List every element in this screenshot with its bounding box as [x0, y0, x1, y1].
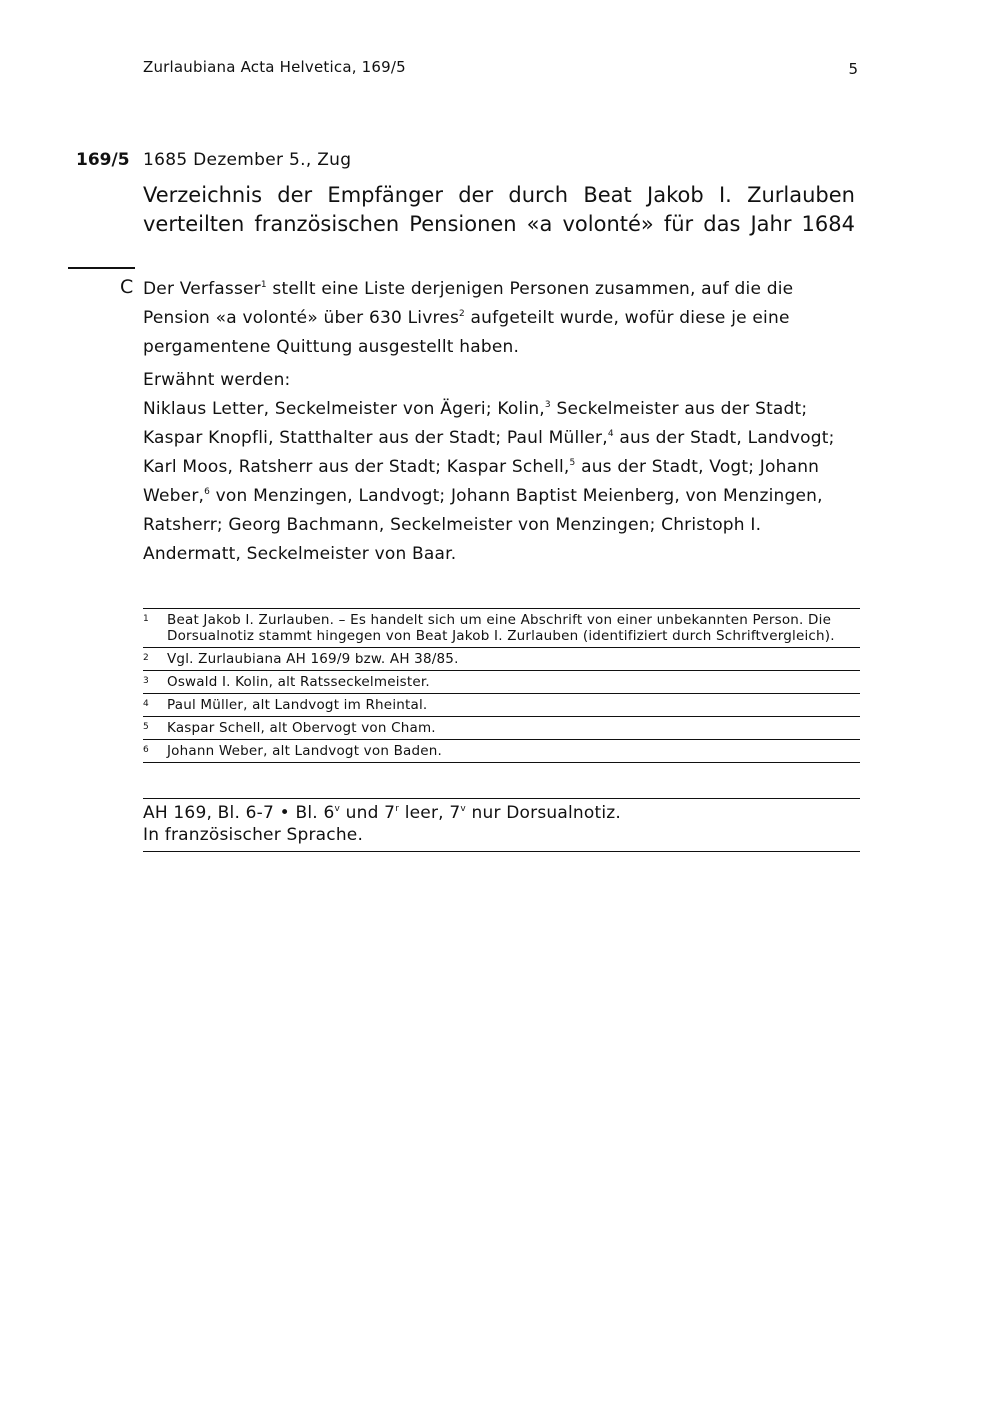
footnotes [143, 608, 860, 763]
footnote-number: 6 [143, 745, 149, 755]
source-note [143, 798, 860, 852]
running-head: Zurlaubiana Acta Helvetica, 169/5 [143, 58, 406, 76]
footnote-ref: 3 [544, 400, 551, 410]
footnote [143, 609, 860, 648]
footnote-ref: 5 [569, 458, 576, 468]
footnote-text: Oswald I. Kolin, alt Ratsseckelmeister. [167, 674, 430, 690]
document-date-place: 1685 Dezember 5., Zug [143, 150, 352, 170]
footnote [143, 671, 860, 694]
source-note-folios: AH 169, Bl. 6-7 • Bl. 6$^v$ und 7$^r$ leer, 7$^v$ nur Dorsualnotiz. [143, 803, 621, 823]
footnote-ref: 1 [260, 280, 267, 290]
footnote-text: Johann Weber, alt Landvogt von Baden. [167, 743, 443, 759]
abstract [143, 275, 863, 569]
abstract-mentioned-lead: Erwähnt werden: [143, 370, 291, 390]
footnote-text: Beat Jakob I. Zurlauben. – Es handelt sich um eine Abschrift von einer unbekannten Person. Die Dorsualnotiz stammt hingegen von Beat Jakob I. Zurlauben (identifiziert durch Schriftvergleich). [167, 612, 835, 644]
footnote [143, 694, 860, 717]
page-number: 5 [848, 60, 858, 78]
footnote-ref: 2 [459, 309, 465, 319]
footnote [143, 740, 860, 763]
abstract-summary: Der Verfasser$^1$ stellt eine Liste derjenigen Personen zusammen, auf die die Pension «a volonté» über 630 Livres$^2$ aufgeteilt wurde, wofür diese je eine pergamentene Quittung ausgestellt haben. [143, 279, 794, 357]
footnote-text: Vgl. Zurlaubiana AH 169/9 bzw. AH 38/85. [167, 651, 459, 667]
document-title: Verzeichnis der Empfänger der durch Beat Jakob I. Zurlauben verteilten französischen Pensionen «a volonté» für das Jahr 1684 [143, 183, 855, 236]
document-number: 169/5 [76, 150, 130, 170]
footnote-ref: 4 [607, 429, 614, 439]
footnote-number: 3 [143, 676, 149, 686]
footnote-number: 2 [143, 653, 149, 663]
footnote-number: 4 [143, 699, 149, 709]
footnote [143, 717, 860, 740]
footnote-text: Kaspar Schell, alt Obervogt von Cham. [167, 720, 436, 736]
margin-rule [68, 267, 135, 269]
footnote-number: 5 [143, 722, 149, 732]
footnote-text: Paul Müller, alt Landvogt im Rheintal. [167, 697, 428, 713]
footnote-number: 1 [143, 614, 149, 624]
source-marker: C [120, 276, 134, 298]
abstract-persons: Niklaus Letter, Seckelmeister von Ägeri; Kolin,$^3$ Seckelmeister aus der Stadt; Kaspar Knopfli, Statthalter aus der Stadt; Paul Müller,$^4$ aus der Stadt, Landvogt; Karl Moos, Ratsherr aus der Stadt; Kaspar Schell,$^5$ aus der Stadt, Vogt; Johann Weber,$^6$ von Menzingen, Landvogt; Johann Baptist Meienberg, von Menzingen, Ratsherr; Georg Bachmann, Seckelmeister von Menzingen; Christoph I. Andermatt, Seckelmeister von Baar. [143, 399, 835, 564]
source-note-language: In französischer Sprache. [143, 825, 364, 845]
footnote-ref: 6 [204, 487, 211, 497]
footnote [143, 648, 860, 671]
